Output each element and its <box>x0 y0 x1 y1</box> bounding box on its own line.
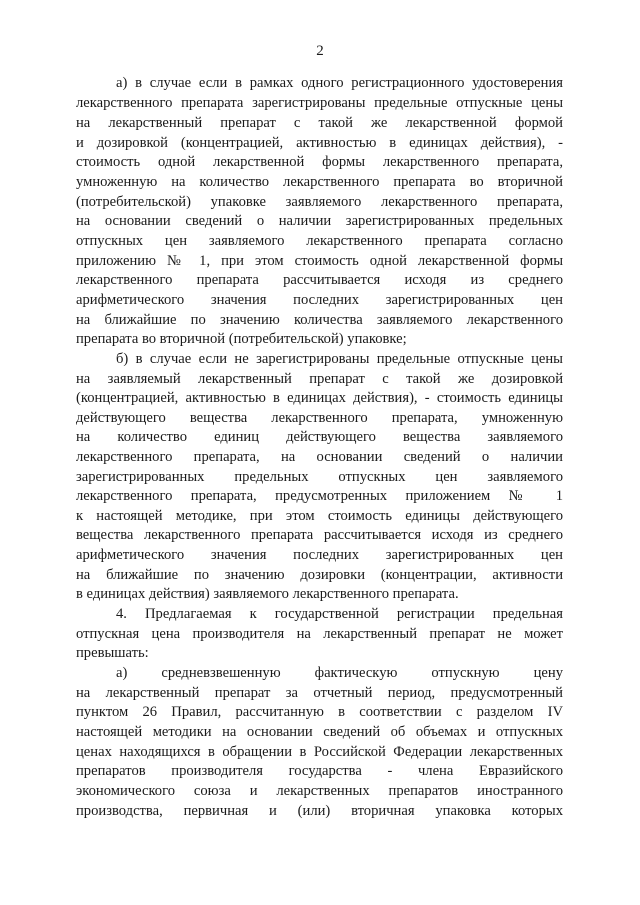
text-line: арифметического значения последних зарегистрированных цен <box>76 547 563 563</box>
text-line: 4. Предлагаемая к государственной регистрации предельная <box>116 606 563 622</box>
text-line: арифметического значения последних зарегистрированных цен <box>76 292 563 308</box>
text-line: и дозировкой (концентрацией, активностью в единицах действия), - <box>76 135 563 151</box>
text-line: лекарственного препарата зарегистрированы предельные отпускные цены <box>76 95 563 111</box>
text-line: препаратов производителя государства - члена Евразийского <box>76 763 563 779</box>
page-number: 2 <box>316 43 324 59</box>
text-line: на заявляемый лекарственный препарат с такой же дозировкой <box>76 371 563 387</box>
text-line: лекарственного препарата рассчитывается исходя из среднего <box>76 272 563 288</box>
text-line: к настоящей методике, при этом стоимость единицы действующего <box>76 508 563 524</box>
text-line: производства, первичная и (или) вторичная упаковка которых <box>76 803 563 819</box>
text-line: превышать: <box>76 645 149 661</box>
text-line: (концентрацией, активностью в единицах действия), - стоимость единицы <box>76 390 563 406</box>
text-line: (потребительской) упаковке заявляемого лекарственного препарата, <box>76 194 563 210</box>
text-line: в единицах действия) заявляемого лекарственного препарата. <box>76 586 459 602</box>
text-line: а) в случае если в рамках одного регистрационного удостоверения <box>116 75 563 91</box>
text-line: лекарственного препарата, на основании сведений о наличии <box>76 449 563 465</box>
text-line: препарата во вторичной (потребительской) упаковке; <box>76 331 407 347</box>
text-line: пунктом 26 Правил, рассчитанную в соответствии с разделом IV <box>76 704 563 720</box>
text-line: действующего вещества лекарственного препарата, умноженную <box>76 410 563 426</box>
text-line: на ближайшие по значению количества заявляемого лекарственного <box>76 312 563 328</box>
text-line: ценах находящихся в обращении в Российской Федерации лекарственных <box>76 744 563 760</box>
text-line: умноженную на количество лекарственного препарата во вторичной <box>76 174 563 190</box>
text-line: зарегистрированных предельных отпускных цен заявляемого <box>76 469 563 485</box>
text-line: приложению № 1, при этом стоимость одной лекарственной формы <box>76 253 563 269</box>
text-line: отпускная цена производителя на лекарственный препарат не может <box>76 626 563 642</box>
text-line: на основании сведений о наличии зарегистрированных предельных <box>76 213 563 229</box>
text-line: стоимость одной лекарственной формы лекарственного препарата, <box>76 154 563 170</box>
text-line: вещества лекарственного препарата рассчитывается исходя из среднего <box>76 527 563 543</box>
text-line: экономического союза и лекарственных препаратов иностранного <box>76 783 563 799</box>
text-line: лекарственного препарата, предусмотренных приложением № 1 <box>76 488 563 504</box>
text-line: на ближайшие по значению дозировки (концентрации, активности <box>76 567 563 583</box>
text-line: на лекарственный препарат за отчетный период, предусмотренный <box>76 685 563 701</box>
text-line: на лекарственный препарат с такой же лекарственной формой <box>76 115 563 131</box>
text-line: на количество единиц действующего вещества заявляемого <box>76 429 563 445</box>
text-line: б) в случае если не зарегистрированы предельные отпускные цены <box>116 351 563 367</box>
text-line: а) средневзвешенную фактическую отпускную цену <box>116 665 563 681</box>
text-line: настоящей методики на основании сведений об объемах и отпускных <box>76 724 563 740</box>
text-line: отпускных цен заявляемого лекарственного препарата согласно <box>76 233 563 249</box>
